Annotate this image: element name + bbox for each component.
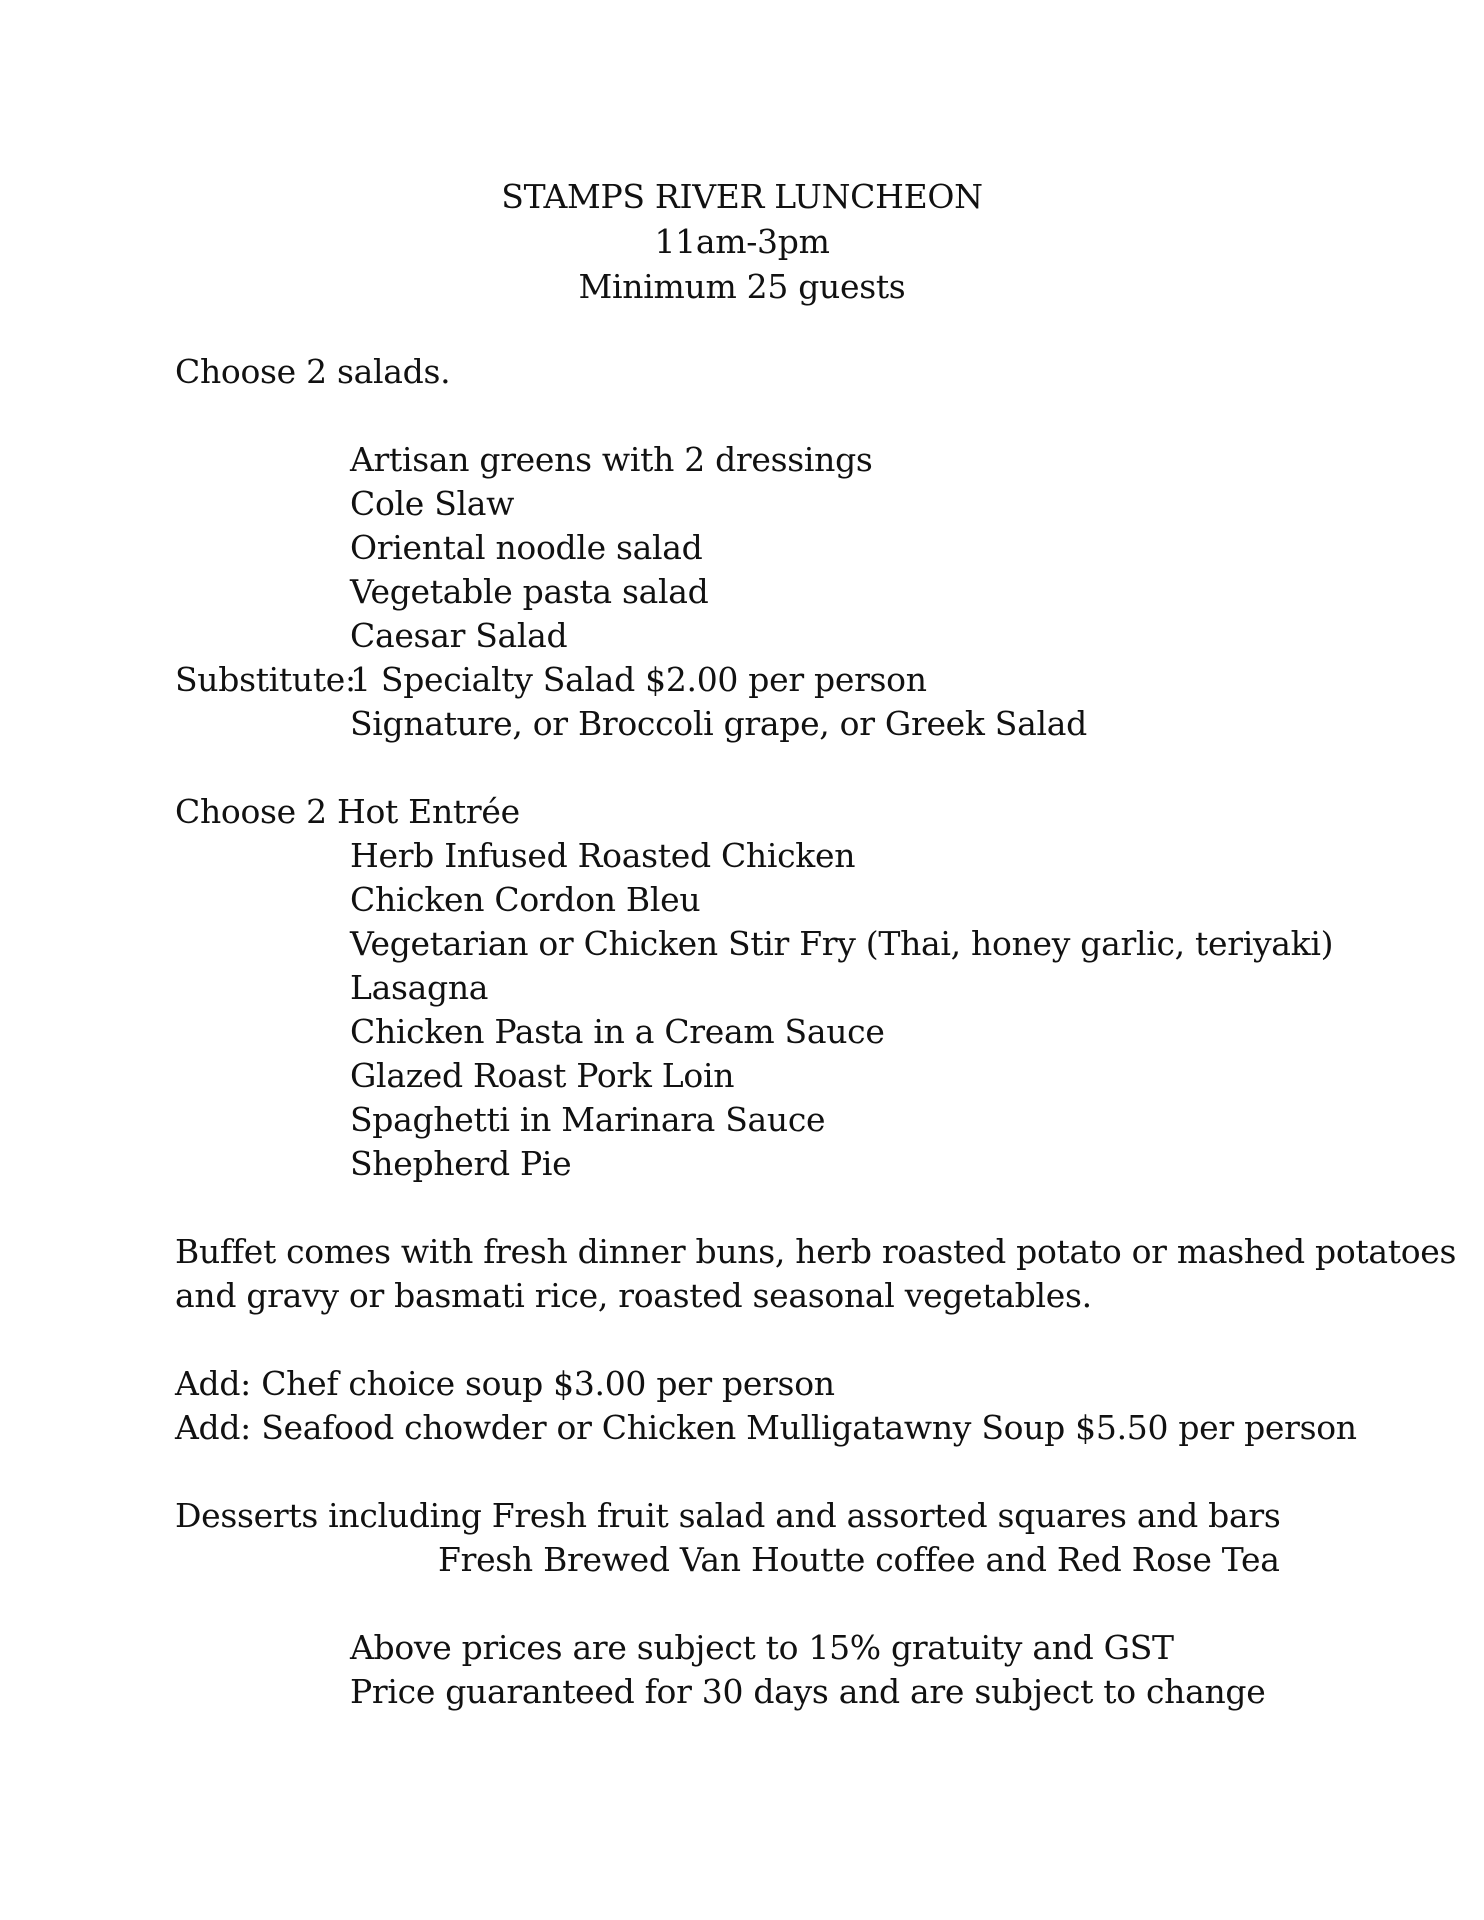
desserts-line-1: Desserts including Fresh fruit salad and assorted squares and bars	[175, 1496, 1281, 1535]
entrees-heading: Choose 2 Hot Entrée	[175, 792, 520, 831]
salad-item: Cole Slaw	[350, 484, 515, 523]
entree-item: Herb Infused Roasted Chicken	[350, 836, 856, 875]
entree-item: Glazed Roast Pork Loin	[350, 1056, 735, 1095]
entree-item: Lasagna	[350, 968, 489, 1007]
price-guarantee-note: Price guaranteed for 30 days and are subject to change	[350, 1672, 1266, 1711]
service-hours: 11am-3pm	[654, 222, 830, 261]
addon-chowder: Add: Seafood chowder or Chicken Mulligatawny Soup $5.50 per person	[175, 1408, 1357, 1447]
salads-heading: Choose 2 salads.	[175, 352, 451, 391]
salad-item: Artisan greens with 2 dressings	[350, 440, 873, 479]
entree-item: Vegetarian or Chicken Stir Fry (Thai, honey garlic, teriyaki)	[350, 924, 1334, 963]
salad-item: Caesar Salad	[350, 616, 568, 655]
salad-item: Vegetable pasta salad	[350, 572, 709, 611]
salad-item: Oriental noodle salad	[350, 528, 703, 567]
entree-item: Shepherd Pie	[350, 1144, 572, 1183]
minimum-guests: Minimum 25 guests	[578, 267, 906, 306]
substitute-text: 1 Specialty Salad $2.00 per person	[350, 660, 927, 699]
buffet-description-line-2: and gravy or basmati rice, roasted seasonal vegetables.	[175, 1276, 1092, 1315]
gratuity-note: Above prices are subject to 15% gratuity and GST	[350, 1628, 1174, 1667]
menu-title: STAMPS RIVER LUNCHEON	[501, 177, 983, 216]
buffet-description-line-1: Buffet comes with fresh dinner buns, herb roasted potato or mashed potatoes	[175, 1232, 1457, 1271]
entree-item: Chicken Pasta in a Cream Sauce	[350, 1012, 885, 1051]
addon-soup: Add: Chef choice soup $3.00 per person	[175, 1364, 835, 1403]
substitute-label: Substitute:	[175, 660, 356, 699]
substitute-options: Signature, or Broccoli grape, or Greek Salad	[350, 704, 1087, 743]
desserts-line-2: Fresh Brewed Van Houtte coffee and Red Rose Tea	[438, 1540, 1280, 1579]
entree-item: Chicken Cordon Bleu	[350, 880, 701, 919]
entree-item: Spaghetti in Marinara Sauce	[350, 1100, 826, 1139]
